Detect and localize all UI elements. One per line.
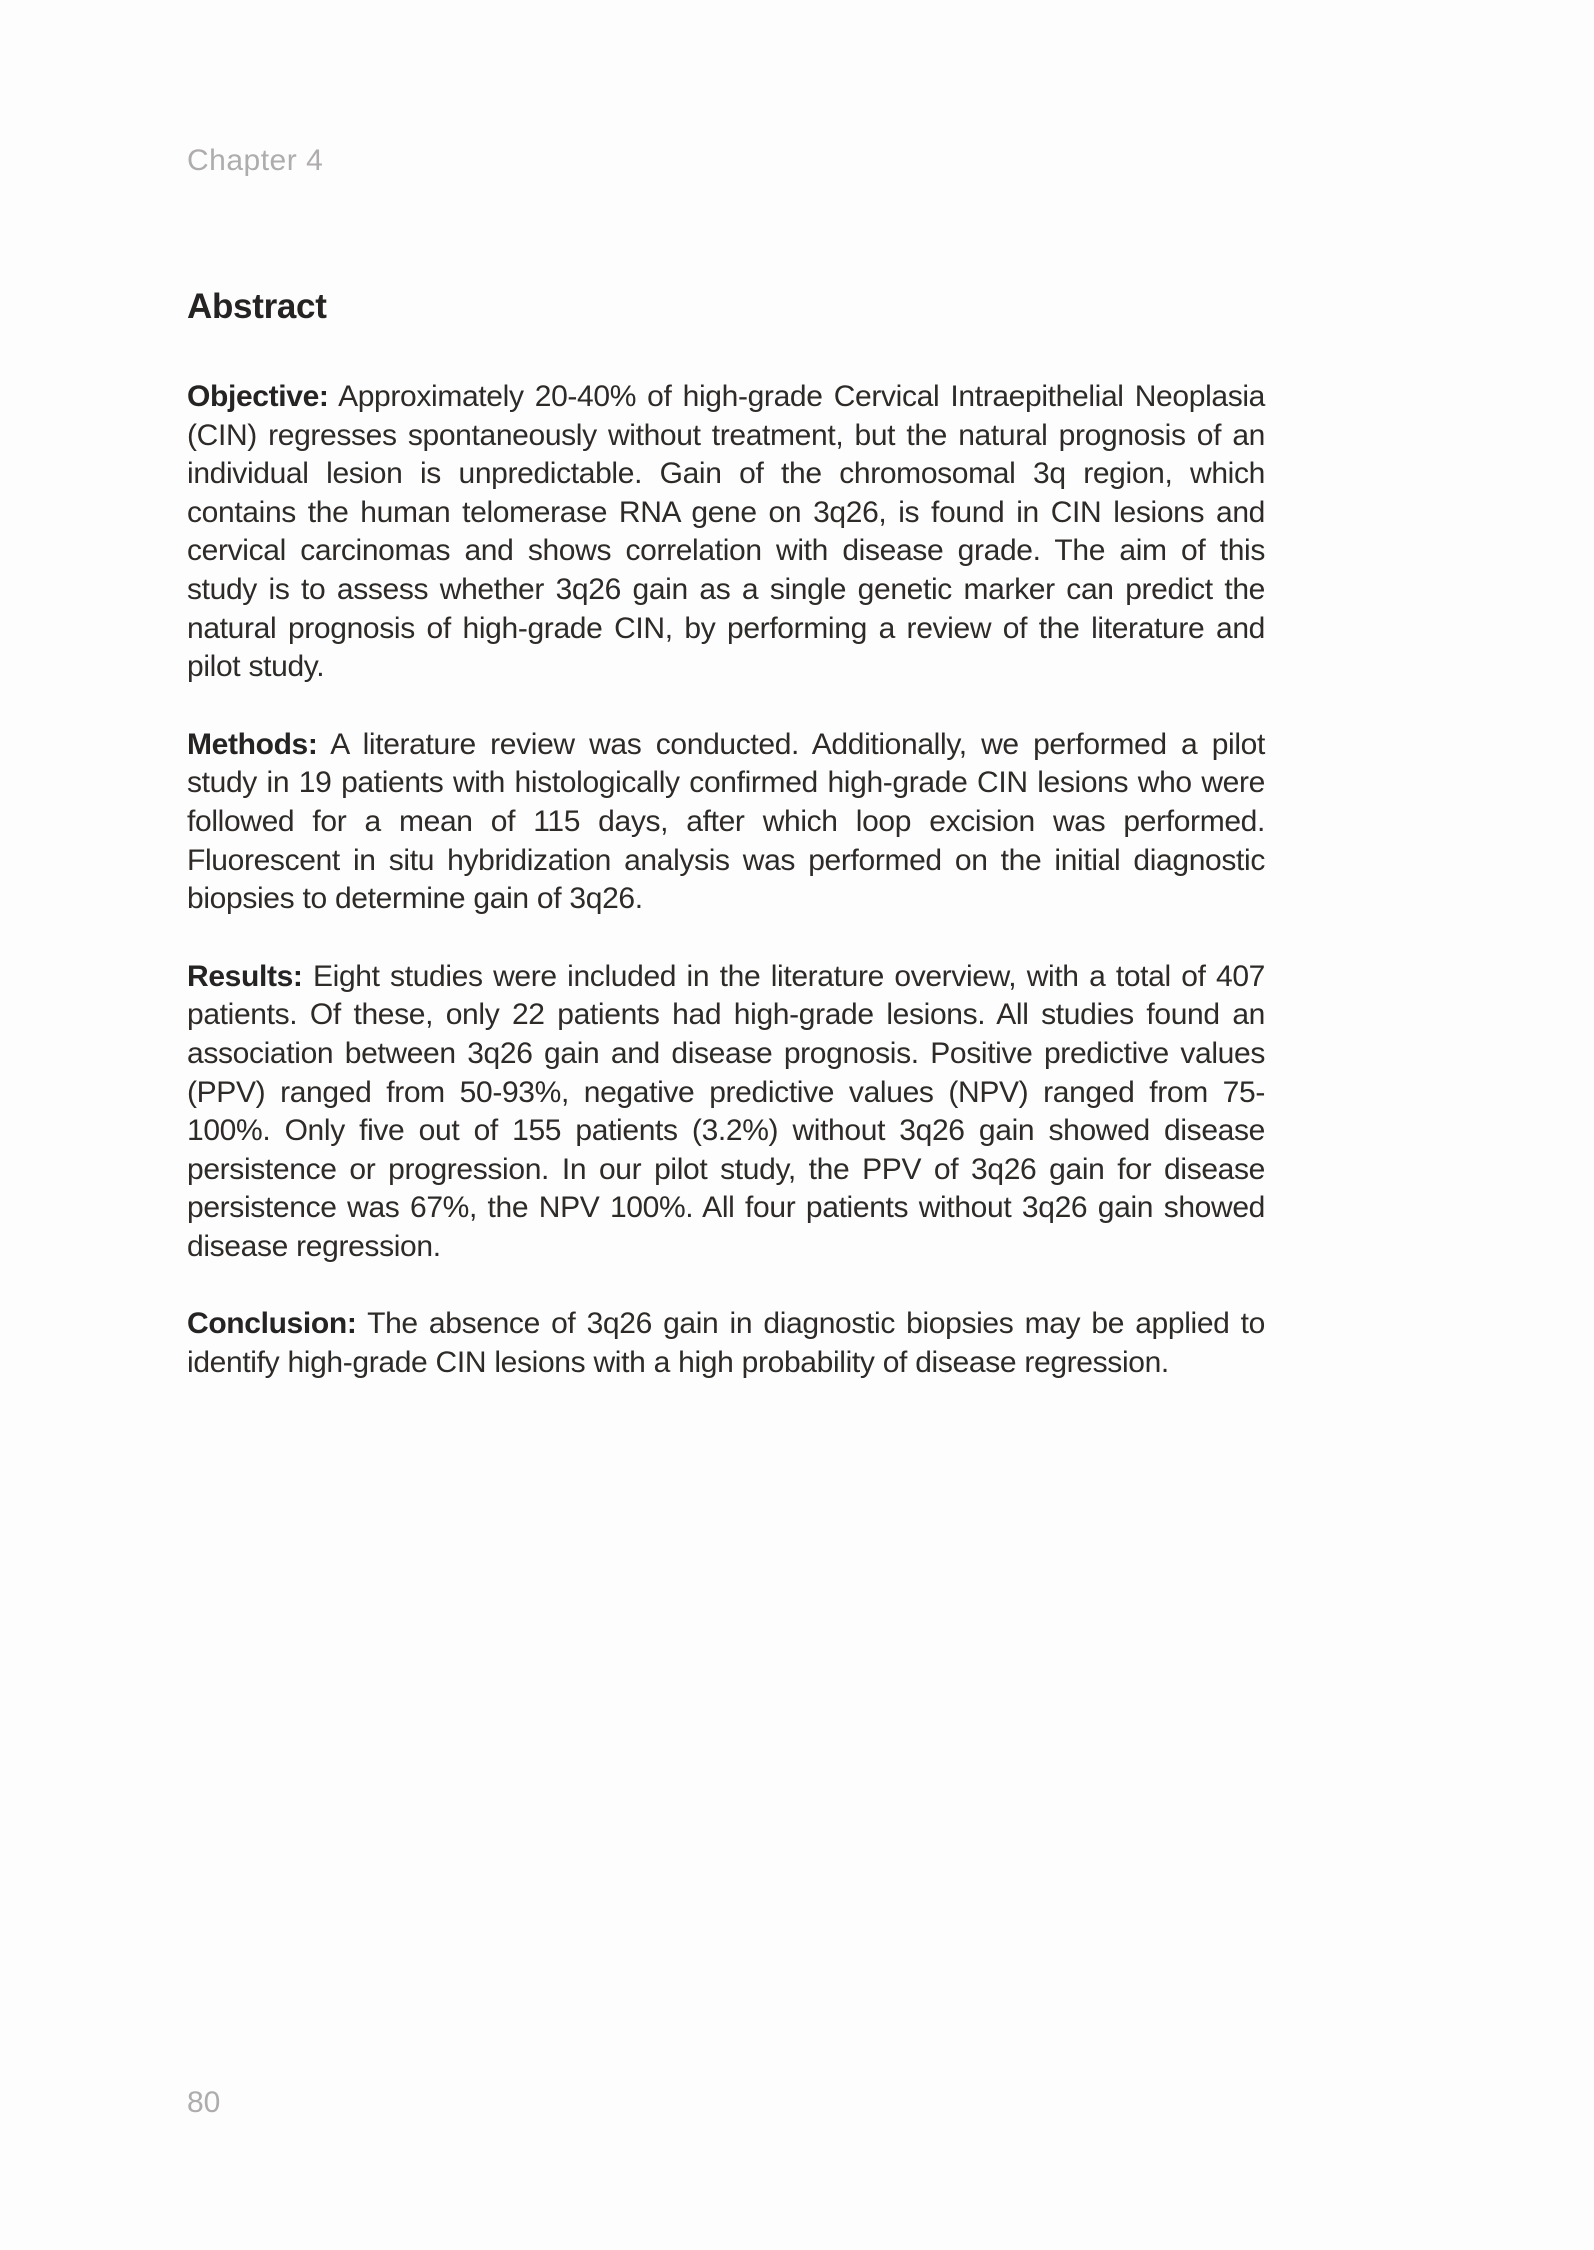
paragraph-text-conclusion: The absence of 3q26 gain in diagnostic biopsies may be applied to identify high-grade CIN lesions with a high probability of disease regression. — [187, 1307, 1265, 1380]
paragraph-label-methods: Methods: — [187, 727, 318, 761]
paragraph-label-results: Results: — [187, 959, 303, 993]
paragraph-text-objective: Approximately 20-40% of high-grade Cervical Intraepithelial Neoplasia (CIN) regresses spontaneously without treatment, but the natural prognosis of an individual lesion is unpredictable. Gain of the chromosomal 3q region, which contains the human telomerase RNA gene on 3q26, is found in CIN lesions and cervical carcinomas and shows correlation with disease grade. The aim of this study is to assess whether 3q26 gain as a single genetic marker can predict the natural prognosis of high-grade CIN, by performing a review of the literature and pilot study. — [187, 380, 1266, 684]
paragraph-conclusion — [187, 1305, 1265, 1382]
abstract-heading: Abstract — [187, 287, 327, 326]
paragraph-label-conclusion: Conclusion: — [187, 1307, 357, 1341]
paragraph-methods — [187, 726, 1265, 919]
paragraph-text-results: Eight studies were included in the literature overview, with a total of 407 patients. Of these, only 22 patients had high-grade lesions. All studies found an association between 3q26 gain and disease prognosis. Positive predictive values (PPV) ranged from 50-93%, negative predictive values (NPV) ranged from 75-100%. Only five out of 155 patients (3.2%) without 3q26 gain showed disease persistence or progression. In our pilot study, the PPV of 3q26 gain for disease persistence was 67%, the NPV 100%. All four patients without 3q26 gain showed disease regression. — [187, 959, 1265, 1263]
paragraph-objective — [187, 378, 1265, 687]
paragraph-text-methods: A literature review was conducted. Additionally, we performed a pilot study in 19 patients with histologically confirmed high-grade CIN lesions who were followed for a mean of 115 days, after which loop excision was performed. Fluorescent in situ hybridization analysis was performed on the initial diagnostic biopsies to determine gain of 3q26. — [187, 727, 1265, 916]
paragraph-results — [187, 958, 1265, 1267]
page-number: 80 — [187, 2086, 221, 2119]
running-header-chapter: Chapter 4 — [187, 144, 324, 177]
paragraph-label-objective: Objective: — [187, 380, 329, 413]
abstract-section — [187, 288, 1265, 1383]
